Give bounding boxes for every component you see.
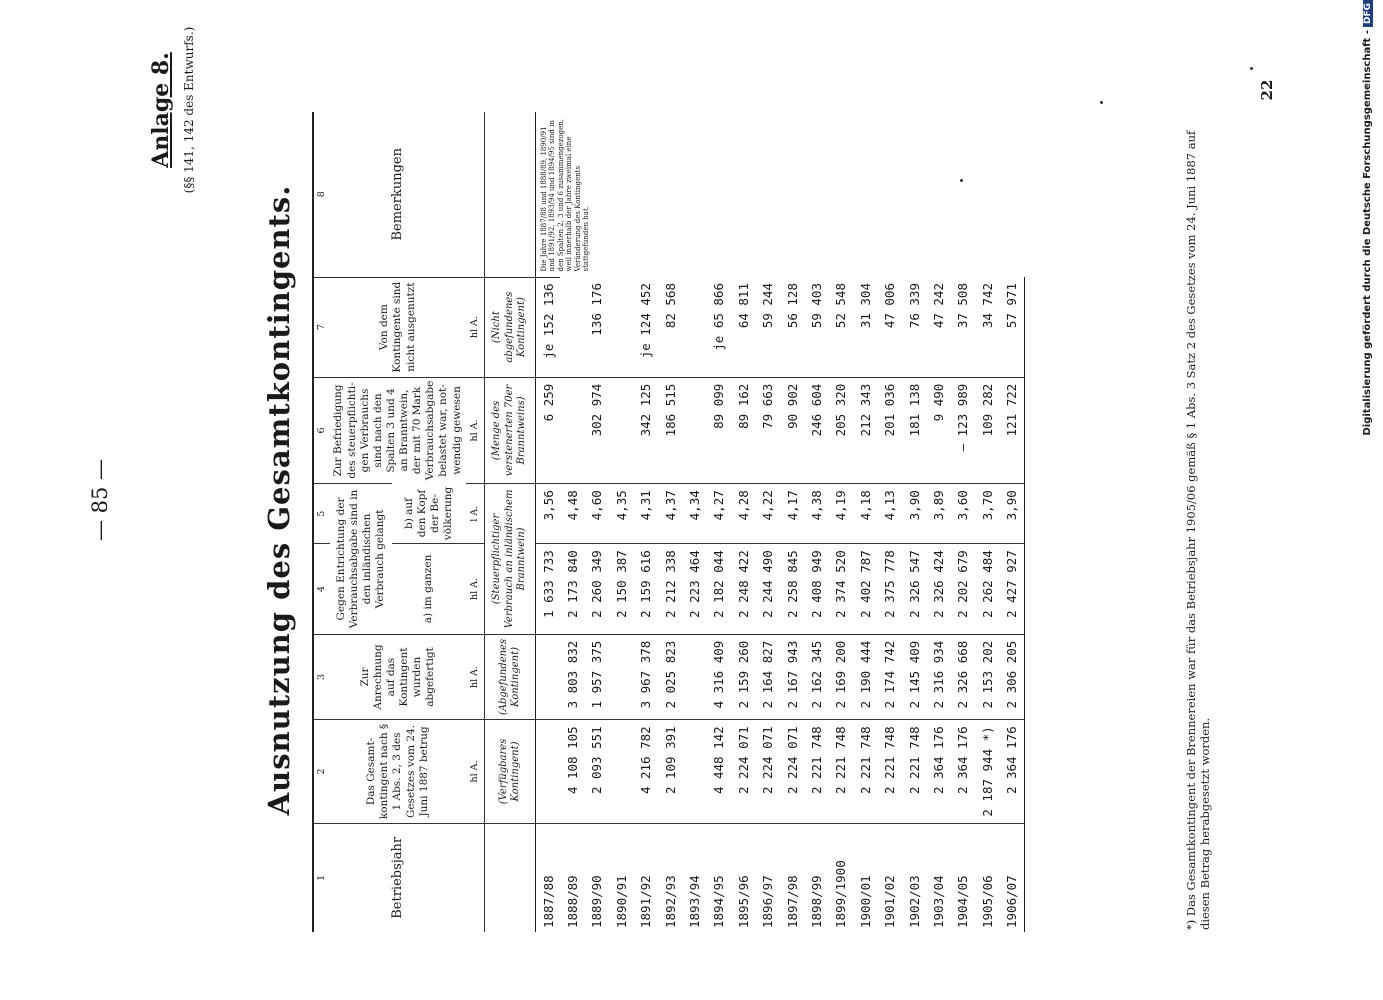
- cell-c6: 9 490: [926, 377, 950, 484]
- cell-c2: 2 364 176: [999, 720, 1024, 823]
- header-per-capita: b) auf den Kopf der Be-völkerung: [402, 486, 455, 541]
- cell-c6: 212 343: [853, 377, 877, 484]
- header-total-contingent: Das Gesamt-kontingent nach § 1 Abs. 2, 3 des Gesetzes vom 24. Juni 1887 betrug: [330, 720, 466, 823]
- cell-c2: 2 221 748: [829, 720, 853, 823]
- digitization-notice: [1362, 0, 1373, 760]
- cell-c7: je 152 136: [536, 277, 561, 377]
- header-total: a) im ganzen: [392, 544, 466, 635]
- cell-c5: 3,70: [975, 484, 999, 544]
- cell-c6: 302 974: [585, 377, 609, 484]
- cell-c3: [536, 634, 561, 720]
- unit-label: hl A.: [466, 377, 485, 484]
- cell-c3: 2 306 205: [999, 634, 1024, 720]
- cell-c5: 3,89: [926, 484, 950, 544]
- cell-c2: 2 364 176: [951, 720, 975, 823]
- cell-c3: 2 164 827: [756, 634, 780, 720]
- cell-c7: je 65 866: [711, 283, 727, 351]
- cell-c5: 4,18: [853, 484, 877, 544]
- units-row: [466, 112, 485, 932]
- cell-c2: 4 216 782: [634, 720, 658, 823]
- digitization-text: Digitalisierung gefördert durch die Deutsche Forschungsgemeinschaft -: [1362, 30, 1373, 436]
- cell-c3: 1 957 375: [585, 634, 609, 720]
- cell-c5: 4,31: [634, 484, 658, 544]
- column-number: 4: [313, 544, 330, 635]
- header-consumption-group: Gegen Entrichtung der Verbrauchsabgabe sind in den inländischen Verbrauch gelangt: [330, 484, 392, 634]
- unit-label: hl A.: [466, 544, 485, 635]
- cell-c7: [609, 277, 633, 377]
- row-year: 1899/1900: [829, 823, 853, 932]
- cell-c4: 2 248 422: [731, 544, 755, 635]
- page-title: Ausnutzung des Gesamtkontingents.: [262, 184, 296, 816]
- cell-c6: 181 138: [902, 377, 926, 484]
- speck-mark: [1250, 67, 1253, 70]
- cell-c4: 2 262 484: [975, 544, 999, 635]
- cell-c5: 4,28: [731, 484, 755, 544]
- cell-c6: — 123 989: [951, 377, 975, 484]
- cell-c4: 2 326 547: [902, 544, 926, 635]
- cell-c5: 4,34: [682, 484, 706, 544]
- row-year: 1898/99: [804, 823, 828, 932]
- cell-c6: 6 259: [536, 377, 561, 484]
- speck-mark: [1100, 101, 1103, 104]
- cell-c2: 2 221 748: [877, 720, 901, 823]
- cell-c3: 4 316 409: [707, 634, 731, 720]
- cell-c5: 4,27: [707, 484, 731, 544]
- cell-c6: 109 282: [975, 377, 999, 484]
- cell-c4: 1 633 733: [536, 544, 561, 635]
- cell-c3: 2 145 409: [902, 634, 926, 720]
- cell-c7: 59 403: [808, 283, 824, 329]
- cell-c3: [682, 634, 706, 720]
- cell-c3: 2 025 823: [658, 634, 682, 720]
- cell-c7: 31 304: [857, 283, 873, 329]
- cell-c2: 2 221 748: [804, 720, 828, 823]
- row-year: 1890/91: [609, 823, 633, 932]
- cell-c3: 2 169 200: [829, 634, 853, 720]
- cell-c3: 2 326 668: [951, 634, 975, 720]
- cell-c3: 2 167 943: [780, 634, 804, 720]
- header-row: [330, 112, 392, 932]
- cell-c6: 186 515: [658, 377, 682, 484]
- cell-c5: 4,13: [877, 484, 901, 544]
- cell-c2: 2 224 071: [756, 720, 780, 823]
- cell-c4: 2 159 616: [634, 544, 658, 635]
- row-year: 1901/02: [877, 823, 901, 932]
- cell-c6: 246 604: [804, 377, 828, 484]
- cell-c2: [682, 720, 706, 823]
- cell-c3: [609, 634, 633, 720]
- cell-c5: 4,35: [609, 484, 633, 544]
- cell-c6: 89 162: [731, 377, 755, 484]
- cell-c4: 2 326 424: [926, 544, 950, 635]
- row-year: 1905/06: [975, 823, 999, 932]
- cell-c5: 3,90: [999, 484, 1024, 544]
- header-required: Zur Befriedigung des steuerpflichti-gen Verbrauchs sind nach den Spalten 3 und 4 an Branntwein, der mit 70 Mark Verbrauchsabgabe belastet war, not-wendig gewesen: [330, 377, 466, 484]
- cell-c4: 2 260 349: [585, 544, 609, 635]
- speck-mark: [960, 179, 963, 182]
- column-number: 1: [313, 823, 330, 932]
- cell-c6: 205 320: [829, 377, 853, 484]
- cell-c7: [682, 277, 706, 377]
- column-number: 3: [313, 634, 330, 720]
- cell-c3: 3 967 378: [634, 634, 658, 720]
- header-operating-year: Betriebsjahr: [330, 823, 466, 932]
- row-year: 1896/97: [756, 823, 780, 932]
- cell-c6: [560, 377, 584, 484]
- cell-c3: 2 190 444: [853, 634, 877, 720]
- cell-c7: 136 176: [589, 283, 605, 336]
- dfg-logo: DFG: [1363, 0, 1373, 27]
- cell-c6: 342 125: [634, 377, 658, 484]
- cell-c2: [536, 720, 561, 823]
- cell-c5: 4,22: [756, 484, 780, 544]
- unit-label: hl A.: [466, 720, 485, 823]
- cell-c4: 2 375 778: [877, 544, 901, 635]
- column-description: (Nicht abgefundenes Kontingent): [485, 277, 536, 377]
- cell-c2: 2 224 071: [731, 720, 755, 823]
- footnote: *) Das Gesamtkontingent der Brennereien war für das Betriebsjahr 1905/06 gemäß § 1 Abs. 3 Satz 2 des Gesetzes vom 24. Juni 1887 auf diesen Betrag herabgesetzt worden.: [1184, 130, 1212, 930]
- cell-c6: 90 902: [780, 377, 804, 484]
- cell-c7: 56 128: [784, 283, 800, 329]
- column-number: 5: [313, 484, 330, 544]
- cell-c7: 47 006: [882, 283, 898, 329]
- cell-c5: 4,48: [560, 484, 584, 544]
- row-year: 1900/01: [853, 823, 877, 932]
- cell-c4: 2 374 520: [829, 544, 853, 635]
- annex-title: Anlage 8.: [148, 52, 174, 168]
- table-row: [536, 112, 561, 932]
- row-year: 1892/93: [658, 823, 682, 932]
- cell-c4: 2 244 490: [756, 544, 780, 635]
- page-number: — 85 —: [88, 458, 112, 542]
- contingent-table: [312, 112, 1025, 932]
- footer-page-number: 22: [1258, 79, 1276, 101]
- column-description: (Verfügbares Kontingent): [485, 720, 536, 823]
- header-not-used: Von dem Kontingente sind nicht ausgenutzt: [330, 277, 466, 377]
- column-description: (Steuerpflichtiger Verbrauch an inländischem Branntwein): [485, 484, 536, 634]
- row-year: 1893/94: [682, 823, 706, 932]
- cell-c4: 2 150 387: [609, 544, 633, 635]
- row-year: 1906/07: [999, 823, 1024, 932]
- cell-c3: 3 803 832: [560, 634, 584, 720]
- cell-c5: 4,38: [804, 484, 828, 544]
- cell-c3: 2 153 202: [975, 634, 999, 720]
- cell-c7: 59 244: [760, 283, 776, 329]
- cell-c7: 52 548: [833, 283, 849, 329]
- cell-c6: 121 722: [999, 377, 1024, 484]
- cell-c7: 76 339: [906, 283, 922, 329]
- unit-label: hl A.: [466, 634, 485, 720]
- column-number-row: [313, 112, 330, 932]
- cell-c7: je 124 452: [638, 283, 654, 359]
- cell-c6: [682, 377, 706, 484]
- header-remarks: Bemerkungen: [389, 148, 405, 241]
- row-year: 1902/03: [902, 823, 926, 932]
- cell-c7: 64 811: [735, 283, 751, 329]
- column-number: 6: [313, 377, 330, 484]
- cell-c4: 2 223 464: [682, 544, 706, 635]
- cell-c6: 79 663: [756, 377, 780, 484]
- row-year: 1903/04: [926, 823, 950, 932]
- table-body: [536, 112, 1025, 932]
- cell-c3: 2 174 742: [877, 634, 901, 720]
- cell-c6: 89 099: [707, 377, 731, 484]
- cell-c5: 4,17: [780, 484, 804, 544]
- cell-c3: 2 316 934: [926, 634, 950, 720]
- cell-c7: 82 568: [662, 283, 678, 329]
- cell-c7: 57 971: [999, 277, 1024, 377]
- column-number: 7: [313, 277, 330, 377]
- cell-c4: 2 408 949: [804, 544, 828, 635]
- cell-c2: 4 448 142: [707, 720, 731, 823]
- cell-c2: 2 187 944 *): [975, 720, 999, 823]
- row-year: 1904/05: [951, 823, 975, 932]
- cell-c5: 3,60: [951, 484, 975, 544]
- cell-c6: [609, 377, 633, 484]
- cell-c4: 2 212 338: [658, 544, 682, 635]
- cell-c5: 4,37: [658, 484, 682, 544]
- cell-c7: 34 742: [979, 283, 995, 329]
- cell-c4: 2 402 787: [853, 544, 877, 635]
- cell-c5: 4,60: [585, 484, 609, 544]
- cell-c7: [560, 277, 584, 377]
- cell-c5: 3,56: [536, 484, 561, 544]
- row-year: 1895/96: [731, 823, 755, 932]
- unit-label: l A.: [466, 484, 485, 544]
- cell-c4: 2 258 845: [780, 544, 804, 635]
- cell-c5: 4,19: [829, 484, 853, 544]
- row-year: 1894/95: [707, 823, 731, 932]
- cell-c2: 2 221 748: [853, 720, 877, 823]
- cell-c4: 2 202 679: [951, 544, 975, 635]
- row-year: 1889/90: [585, 823, 609, 932]
- cell-c7: 37 508: [955, 283, 971, 329]
- cell-c6: 201 036: [877, 377, 901, 484]
- row-year: 1888/89: [560, 823, 584, 932]
- cell-c2: 2 224 071: [780, 720, 804, 823]
- cell-c2: 2 093 551: [585, 720, 609, 823]
- column-description: (Menge des verstenerten 70er Branntweins): [485, 377, 536, 484]
- remarks-cell: Die Jahre 1887/88 und 1888/89, 1890/91 und 1891/92, 1893/94 und 1894/95 sind in den Spalten 2, 3 und 6 zusammengezogen, weil innerhalb der Jahre zweimal eine Veränderung des Kontingents stattgefunden hat.: [540, 119, 591, 272]
- cell-c2: 2 221 748: [902, 720, 926, 823]
- cell-c3: 2 159 260: [731, 634, 755, 720]
- cell-c7: 47 242: [930, 283, 946, 329]
- annex-reference: (§§ 141, 142 des Entwurfs.): [182, 26, 196, 194]
- column-number: 2: [313, 720, 330, 823]
- column-number: 8: [313, 112, 330, 277]
- cell-c2: [609, 720, 633, 823]
- cell-c4: 2 427 927: [999, 544, 1024, 635]
- row-year: 1891/92: [634, 823, 658, 932]
- row-year: 1887/88: [536, 823, 561, 932]
- cell-c2: 2 364 176: [926, 720, 950, 823]
- header-credited: Zur Anrechnung auf das Kontingent wurden abgefertigt: [330, 634, 466, 720]
- cell-c3: 2 162 345: [804, 634, 828, 720]
- description-row: [485, 112, 536, 932]
- row-year: 1897/98: [780, 823, 804, 932]
- cell-c2: 4 108 105: [560, 720, 584, 823]
- unit-label: hl A.: [466, 277, 485, 377]
- cell-c5: 3,90: [902, 484, 926, 544]
- cell-c4: 2 173 840: [560, 544, 584, 635]
- cell-c4: 2 182 044: [707, 544, 731, 635]
- cell-c2: 2 109 391: [658, 720, 682, 823]
- column-description: (Abgefundenes Kontingent): [485, 634, 536, 720]
